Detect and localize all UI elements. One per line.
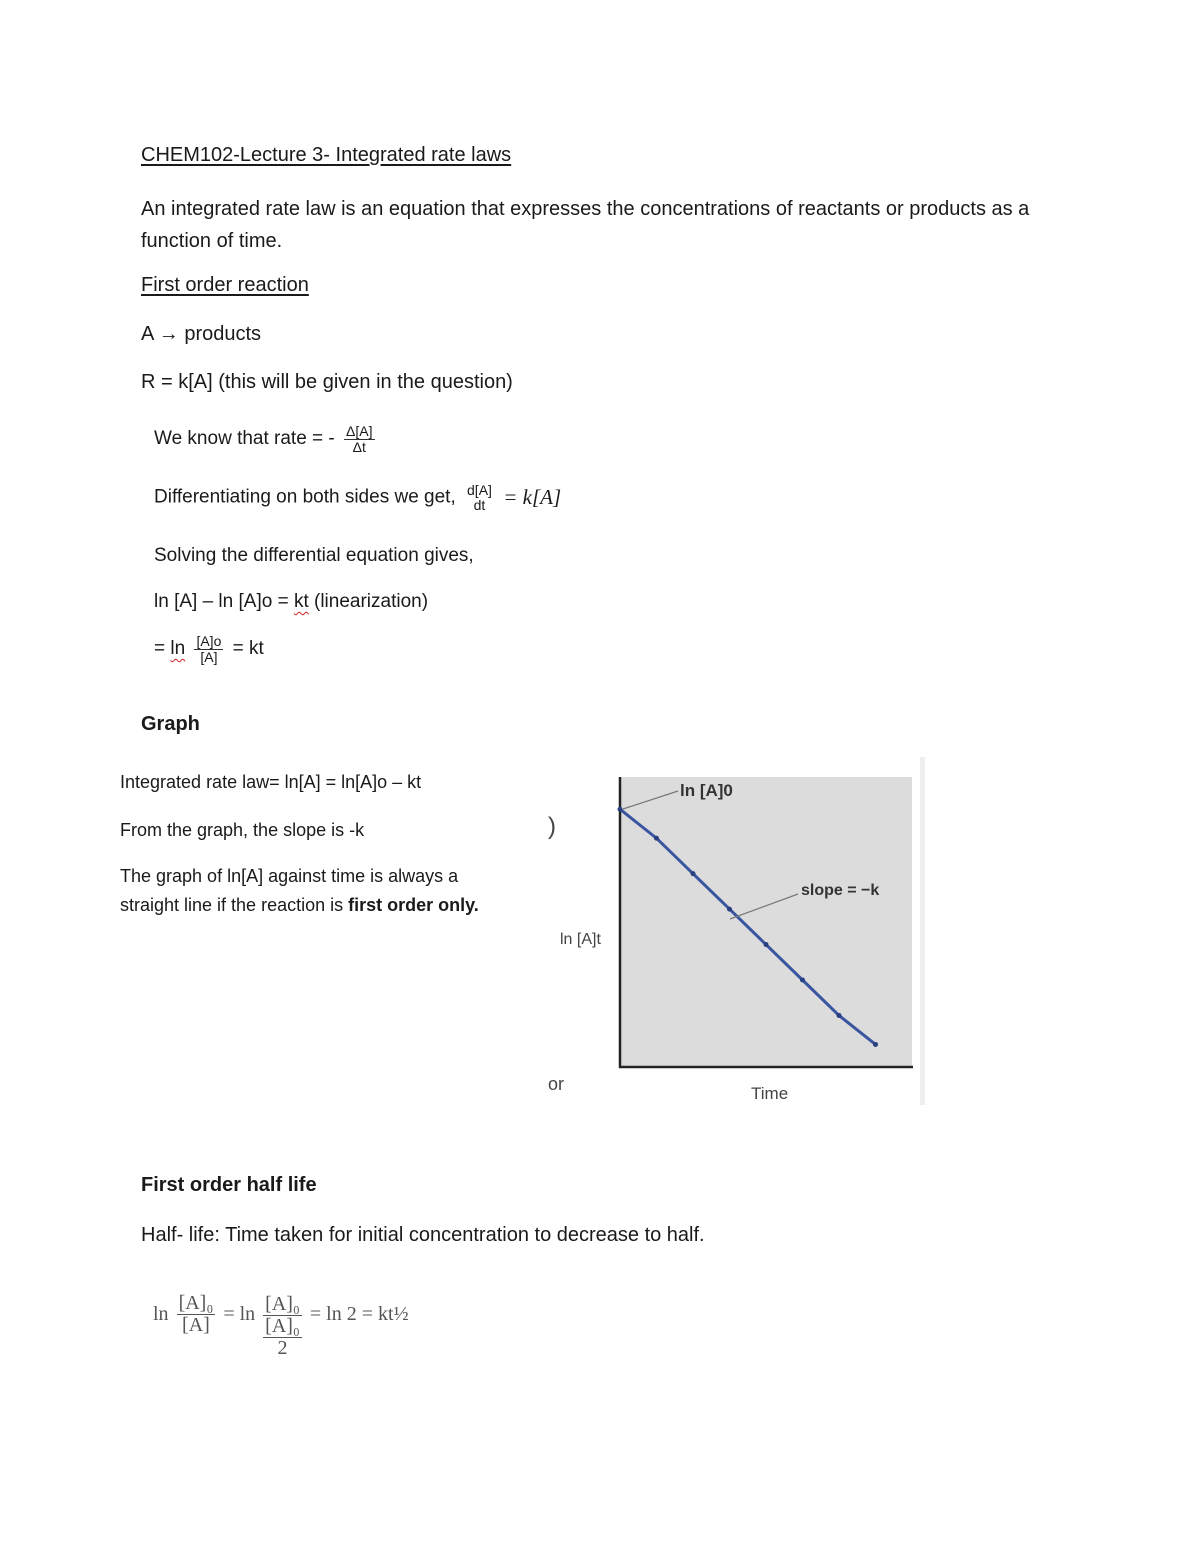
y-axis-label: ln [A]t [560, 931, 601, 948]
linearization-lhs: ln [A] – ln [A]o = [154, 591, 294, 612]
first-order-heading: First order reaction [141, 274, 309, 296]
data-point [727, 907, 732, 912]
rate-fraction [344, 424, 374, 454]
solving-text: Solving the differential equation gives, [154, 545, 474, 566]
graph-note-text: The graph of ln[A] against time is always a straight line if the reaction is [120, 866, 459, 915]
slope-label: slope = −k [801, 882, 880, 899]
data-point [837, 1013, 842, 1018]
ln-ratio-rhs: = kt [232, 638, 264, 660]
data-point [618, 807, 623, 812]
differentiation-line [154, 483, 561, 512]
hl-den-2b: 2 [277, 1337, 288, 1359]
half-life-definition: Half- life: Time taken for initial concentration to decrease to half. [141, 1224, 705, 1246]
graph-note [120, 862, 520, 920]
linearization-line [154, 591, 428, 613]
cropped-glyph-top: ) [548, 813, 556, 840]
data-point [764, 942, 769, 947]
differential-num: d[A] [467, 482, 492, 498]
rate-fraction-den: Δt [344, 439, 374, 455]
differential-den: dt [473, 496, 486, 513]
integrated-rate-law-text: Integrated rate law= ln[A] = ln[A]o – kt [120, 772, 422, 792]
hl-fraction-2 [263, 1294, 302, 1359]
intro-paragraph: An integrated rate law is an equation that expresses the concentrations of reactants or products as a function of time. [141, 198, 1030, 252]
rate-definition-prefix: We know that rate = - [154, 428, 335, 450]
intercept-label: ln [A]0 [680, 781, 733, 800]
half-life-equation [153, 1282, 409, 1359]
differential-rhs: = k[A] [503, 485, 562, 510]
ln-ratio-fraction [194, 634, 223, 664]
cropped-glyph-bottom: or [548, 1074, 565, 1094]
rate-definition [154, 424, 379, 454]
linearization-suffix: (linearization) [308, 591, 429, 612]
ln-ratio-line [154, 634, 264, 664]
plot-background [620, 777, 912, 1067]
hl-ln-2: ln [239, 1303, 256, 1325]
data-point [800, 978, 805, 983]
hl-rhs: = ln 2 = kt½ [309, 1303, 409, 1325]
hl-den-1: [A] [182, 1314, 210, 1336]
hl-num-2: [A]₀ [265, 1293, 300, 1315]
linearization-kt: kt [293, 591, 309, 612]
hl-ln-1: ln [153, 1303, 169, 1325]
page-title: CHEM102-Lecture 3- Integrated rate laws [141, 144, 512, 166]
graph-heading: Graph [141, 713, 200, 735]
rate-law-text: R = k[A] (this will be given in the question) [141, 371, 513, 393]
graph-note-bold: first order only. [348, 895, 479, 915]
data-point [654, 836, 659, 841]
ln-ratio-prefix: = [154, 638, 171, 660]
data-point [873, 1042, 878, 1047]
hl-eq-1: = [223, 1303, 235, 1325]
slope-note: From the graph, the slope is -k [120, 820, 365, 840]
ln-a-vs-time-chart [540, 757, 925, 1105]
half-life-heading: First order half life [141, 1174, 317, 1196]
ln-ratio-num: [A]o [196, 633, 222, 649]
hl-fraction-1 [177, 1293, 216, 1336]
differentiation-prefix: Differentiating on both sides we get, [154, 486, 456, 508]
differential-fraction [465, 483, 494, 512]
reaction-equation: A → products [141, 323, 262, 345]
data-point [691, 871, 696, 876]
rate-fraction-num: Δ[A] [346, 423, 373, 439]
hl-num-1: [A]₀ [178, 1292, 214, 1314]
x-axis-label: Time [751, 1084, 789, 1103]
hl-den-2: [A]₀ [265, 1315, 300, 1337]
ln-ratio-ln: ln [170, 638, 186, 660]
ln-ratio-den: [A] [194, 649, 223, 665]
image-right-edge [920, 757, 925, 1105]
